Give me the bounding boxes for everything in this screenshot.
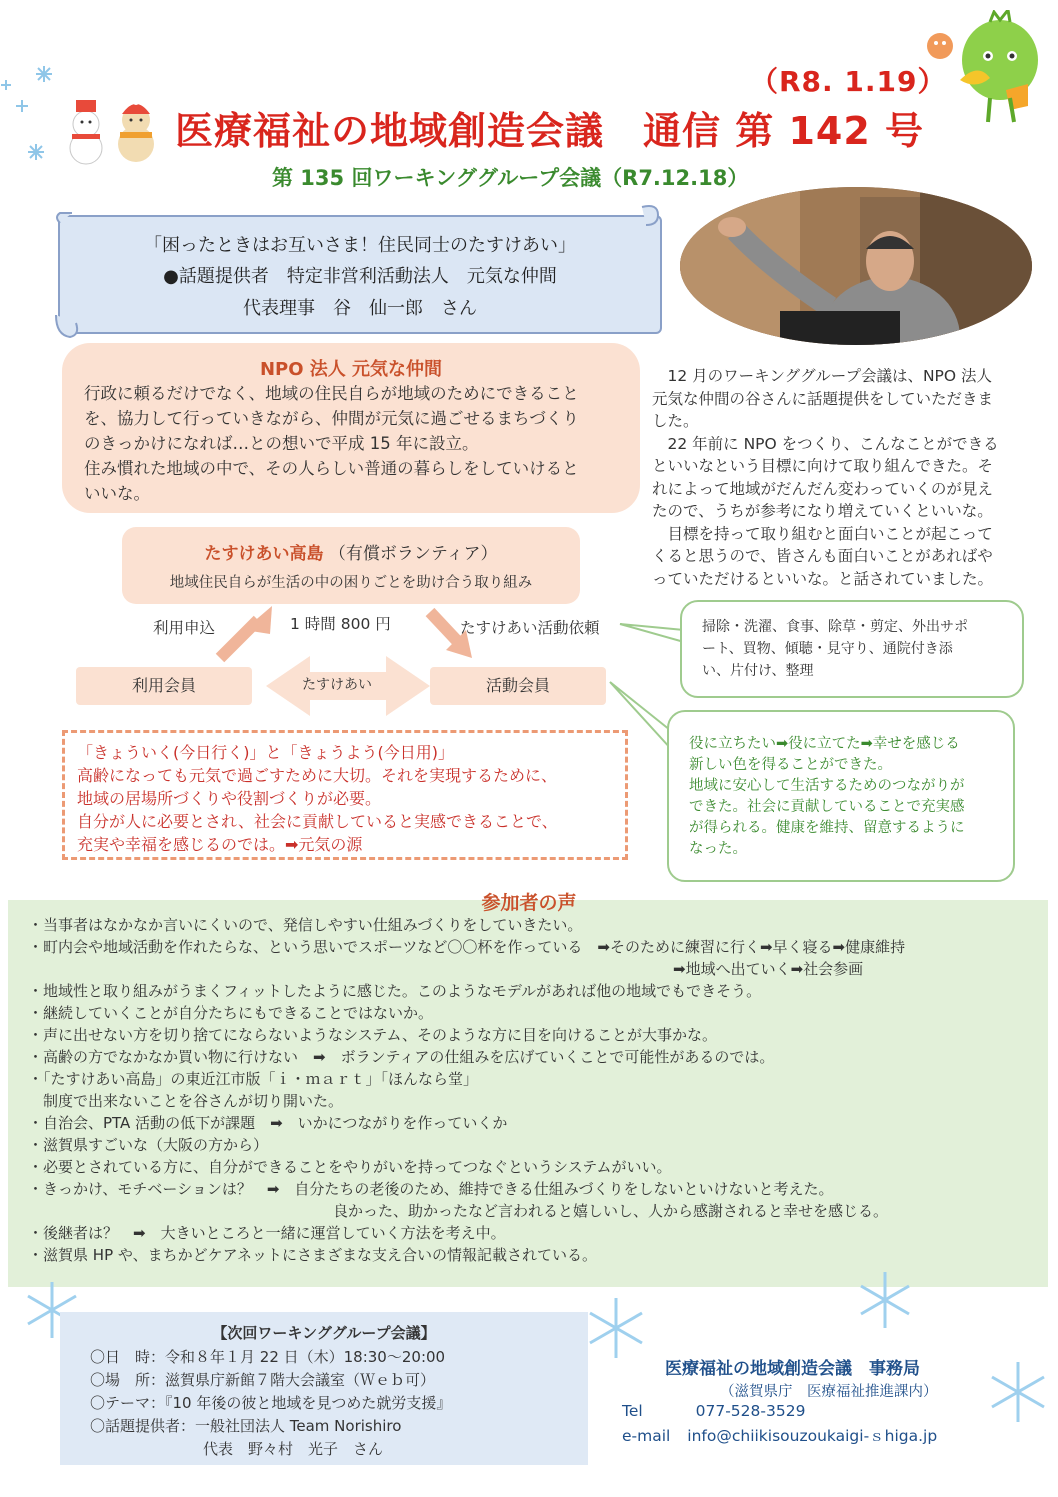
email-label: e-mail <box>622 1427 671 1445</box>
summary-line: れによって地域がだんだん変わっていくのが見え <box>652 479 993 498</box>
voice-item: ・ 滋賀県すごいな（大阪の方から） <box>28 1134 1048 1156</box>
benefits-line: 役に立ちたい➡役に立てた➡幸せを感じる <box>689 736 960 752</box>
voice-item-continued: ➡地域へ出ていく➡社会参画 <box>673 960 864 978</box>
summary-line: くると思うので、皆さんも面白いことがあればや <box>652 547 993 565</box>
participant-voices-section <box>8 900 1048 1287</box>
kyoiku-line: 「きょういく(今日行く)」と「きょうよう(今日用)」 <box>77 743 454 762</box>
tasukeai-box <box>122 527 580 604</box>
office-department: （滋賀県庁 医療福祉推進課内） <box>720 1384 938 1400</box>
npo-body <box>84 381 624 506</box>
user-member-box: 利用会員 <box>76 667 252 705</box>
next-meeting-speaker-name: 代表 野々村 光子 さん <box>203 1440 384 1458</box>
summary-line: した。 <box>652 412 699 430</box>
npo-heading: NPO 法人 元気な仲間 <box>259 359 443 380</box>
summary-line: 12 月のワーキンググループ会議は、NPO 法人 <box>652 367 993 385</box>
kyoiku-line: 高齢になっても元気で過ごすために大切。それを実現するために、 <box>77 766 558 785</box>
snowman-bear-illustration <box>60 94 160 166</box>
services-bubble <box>680 600 1024 698</box>
voice-item: ・ 後継者は？ ➡ 大きいところと一緒に運営していく方法を考え中。 <box>28 1222 1048 1244</box>
summary-line: たので、うちが参考になり増えていくといいな。 <box>652 502 993 520</box>
tasukeai-name: たすけあい高島 <box>204 544 324 564</box>
summary-line: といいなという目標に向けて取り組んできた。そ <box>652 457 994 475</box>
next-meeting-theme: 〇テーマ：『10 年後の彼と地域を見つめた就労支援』 <box>90 1394 452 1412</box>
topic-representative: 代表理事 谷 仙一郎 さん <box>243 298 477 319</box>
next-meeting-box <box>60 1312 588 1465</box>
scroll-curl-decoration <box>52 195 666 345</box>
tel-label: Tel <box>622 1402 643 1420</box>
benefits-line: できた。社会に貢献していることで充実感 <box>689 799 965 815</box>
npo-line: 住み慣れた地域の中で、その人らしい普通の暮らしをしていけると <box>84 459 579 478</box>
npo-description-box <box>62 343 640 513</box>
voice-item: ・ 町内会や地域活動を作れたらな、という思いでスポーツなど〇〇杯を作っている ➡そのために練習に行く➡早く寝る➡健康維持 <box>28 936 1048 958</box>
npo-line: いいな。 <box>84 484 150 503</box>
kyoiku-line: 自分が人に必要とされ、社会に貢献していると実感できることで、 <box>77 812 558 831</box>
voice-item-continued: 制度で出来ないことを谷さんが切り開いた。 <box>28 1092 344 1110</box>
kyoiku-line: 充実や幸福を感じるのでは。➡元気の源 <box>77 835 363 854</box>
kyoiku-kyoyo-box <box>62 730 628 860</box>
mutual-aid-label: たすけあい <box>302 677 372 693</box>
services-line: い、片付け、整理 <box>702 663 814 679</box>
voice-item: ・ 自治会、PTA 活動の低下が課題 ➡ いかにつながりを作っていくか <box>28 1112 1048 1134</box>
tasukeai-heading <box>122 539 580 564</box>
voices-title: 参加者の声 <box>481 892 577 914</box>
active-member-box: 活動会員 <box>430 667 606 705</box>
summary-line: 目標を持って取り組むと面白いことが起こって <box>652 524 993 543</box>
topic-presenter: ●話題提供者 特定非営利活動法人 元気な仲間 <box>163 266 557 287</box>
next-meeting-place: 〇場 所：滋賀県庁新館７階大会議室（Ｗｅｂ可） <box>90 1371 436 1389</box>
next-meeting-date: 〇日 時：令和８年１月 22 日（木）18:30～20:00 <box>90 1348 446 1366</box>
newsletter-title: 医療福祉の地域創造会議 通信 第 142 号 <box>175 109 925 153</box>
npo-line: を、協力して行っていきながら、仲間が元気に過ごせるまちづくり <box>84 409 579 428</box>
office-tel <box>622 1402 805 1420</box>
kyoiku-line: 地域の居場所づくりや役割づくりが必要。 <box>77 789 382 808</box>
voice-item: ・ 継続していくことが自分たちにもできることではないか。 <box>28 1002 1048 1024</box>
benefits-line: 地域に安心して生活するためのつながりが <box>689 778 965 794</box>
voice-item: ・ 声に出せない方を切り捨てにならないようなシステム、そのような方に目を向けることが大事かな。 <box>28 1024 1048 1046</box>
office-email <box>622 1424 937 1446</box>
speaker-photo <box>680 187 1032 345</box>
speaker-photo-image <box>680 187 1032 345</box>
voice-item: ・ 当事者はなかなか言いにくいので、発信しやすい仕組みづくりをしていきたい。 <box>28 914 1048 936</box>
benefits-line: なった。 <box>689 841 747 857</box>
snowflake-decoration <box>0 60 60 170</box>
meeting-subtitle: 第 135 回ワーキンググループ会議（R7.12.18） <box>272 166 749 190</box>
voice-item: ・ 高齢の方でなかなか買い物に行けない ➡ ボランティアの仕組みを広げていくことで可能性があるのでは。 <box>28 1046 1048 1068</box>
voice-item-continued: 良かった、助かったなど言われると嬉しいし、人から感謝されると幸せを感じる。 <box>333 1202 889 1220</box>
office-name: 医療福祉の地域創造会議 事務局 <box>665 1359 920 1379</box>
voices-list <box>8 900 1048 1266</box>
apply-label: 利用申込 <box>153 619 216 637</box>
benefits-line: 新しい色を得ることができた。 <box>689 757 892 773</box>
benefits-bubble <box>667 710 1015 882</box>
next-meeting-heading: 【次回ワーキンググループ会議】 <box>212 1324 436 1342</box>
services-line: ート、買物、傾聴・見守り、通院付き添 <box>702 641 953 657</box>
tasukeai-type: （有償ボランティア） <box>328 544 498 564</box>
summary-line: 元気な仲間の谷さんに話題提供をしていただきま <box>652 389 994 408</box>
voice-item: ・ 滋賀県 HP や、まちかどケアネットにさまざまな支え合いの情報記載されている。 <box>28 1244 1048 1266</box>
voice-item: ・ 必要とされている方に、自分ができることをやりがいを持ってつなぐというシステムがいい。 <box>28 1156 1048 1178</box>
price-label: 1 時間 800 円 <box>290 615 391 633</box>
issue-date: （R8. 1.19） <box>750 65 947 98</box>
npo-line: 行政に頼るだけでなく、地域の住民自らが地域のためにできること <box>84 384 579 403</box>
tasukeai-description: 地域住民自らが生活の中の困りごとを助け合う取り組み <box>169 575 533 591</box>
meeting-summary <box>652 365 1038 590</box>
services-line: 掃除・洗濯、食事、除草・剪定、外出サポ <box>702 619 968 635</box>
voice-item: ・ きっかけ、モチベーションは？ ➡ 自分たちの老後のため、維持できる仕組みづくりをしないといけないと考えた。 <box>28 1178 1048 1200</box>
benefits-line: が得られる。健康を維持、留意するように <box>689 820 965 836</box>
summary-line: 22 年前に NPO をつくり、こんなことができる <box>652 434 999 453</box>
npo-line: のきっかけになれば…との想いで平成 15 年に設立。 <box>84 434 479 453</box>
voice-item: ・ 地域性と取り組みがうまくフィットしたように感じた。このようなモデルがあれば他の地域でもできそう。 <box>28 980 1048 1002</box>
request-label: たすけあい活動依頼 <box>460 619 600 637</box>
email-address[interactable]: info@chiikisouzoukaigi-ｓhiga.jp <box>687 1427 938 1445</box>
next-meeting-speaker: 〇話題提供者：一般社団法人 Team Norishiro <box>90 1417 402 1435</box>
tel-number: 077-528-3529 <box>695 1402 806 1420</box>
voice-item: ・ 「たすけあい高島」の東近江市版「ｉ・ｍａｒｔ」「ほんなら堂」 <box>28 1068 1048 1090</box>
summary-line: っていただけるといいな。と話されていました。 <box>652 569 994 588</box>
topic-theme: 「困ったときはお互いさま！住民同士のたすけあい」 <box>144 235 576 256</box>
